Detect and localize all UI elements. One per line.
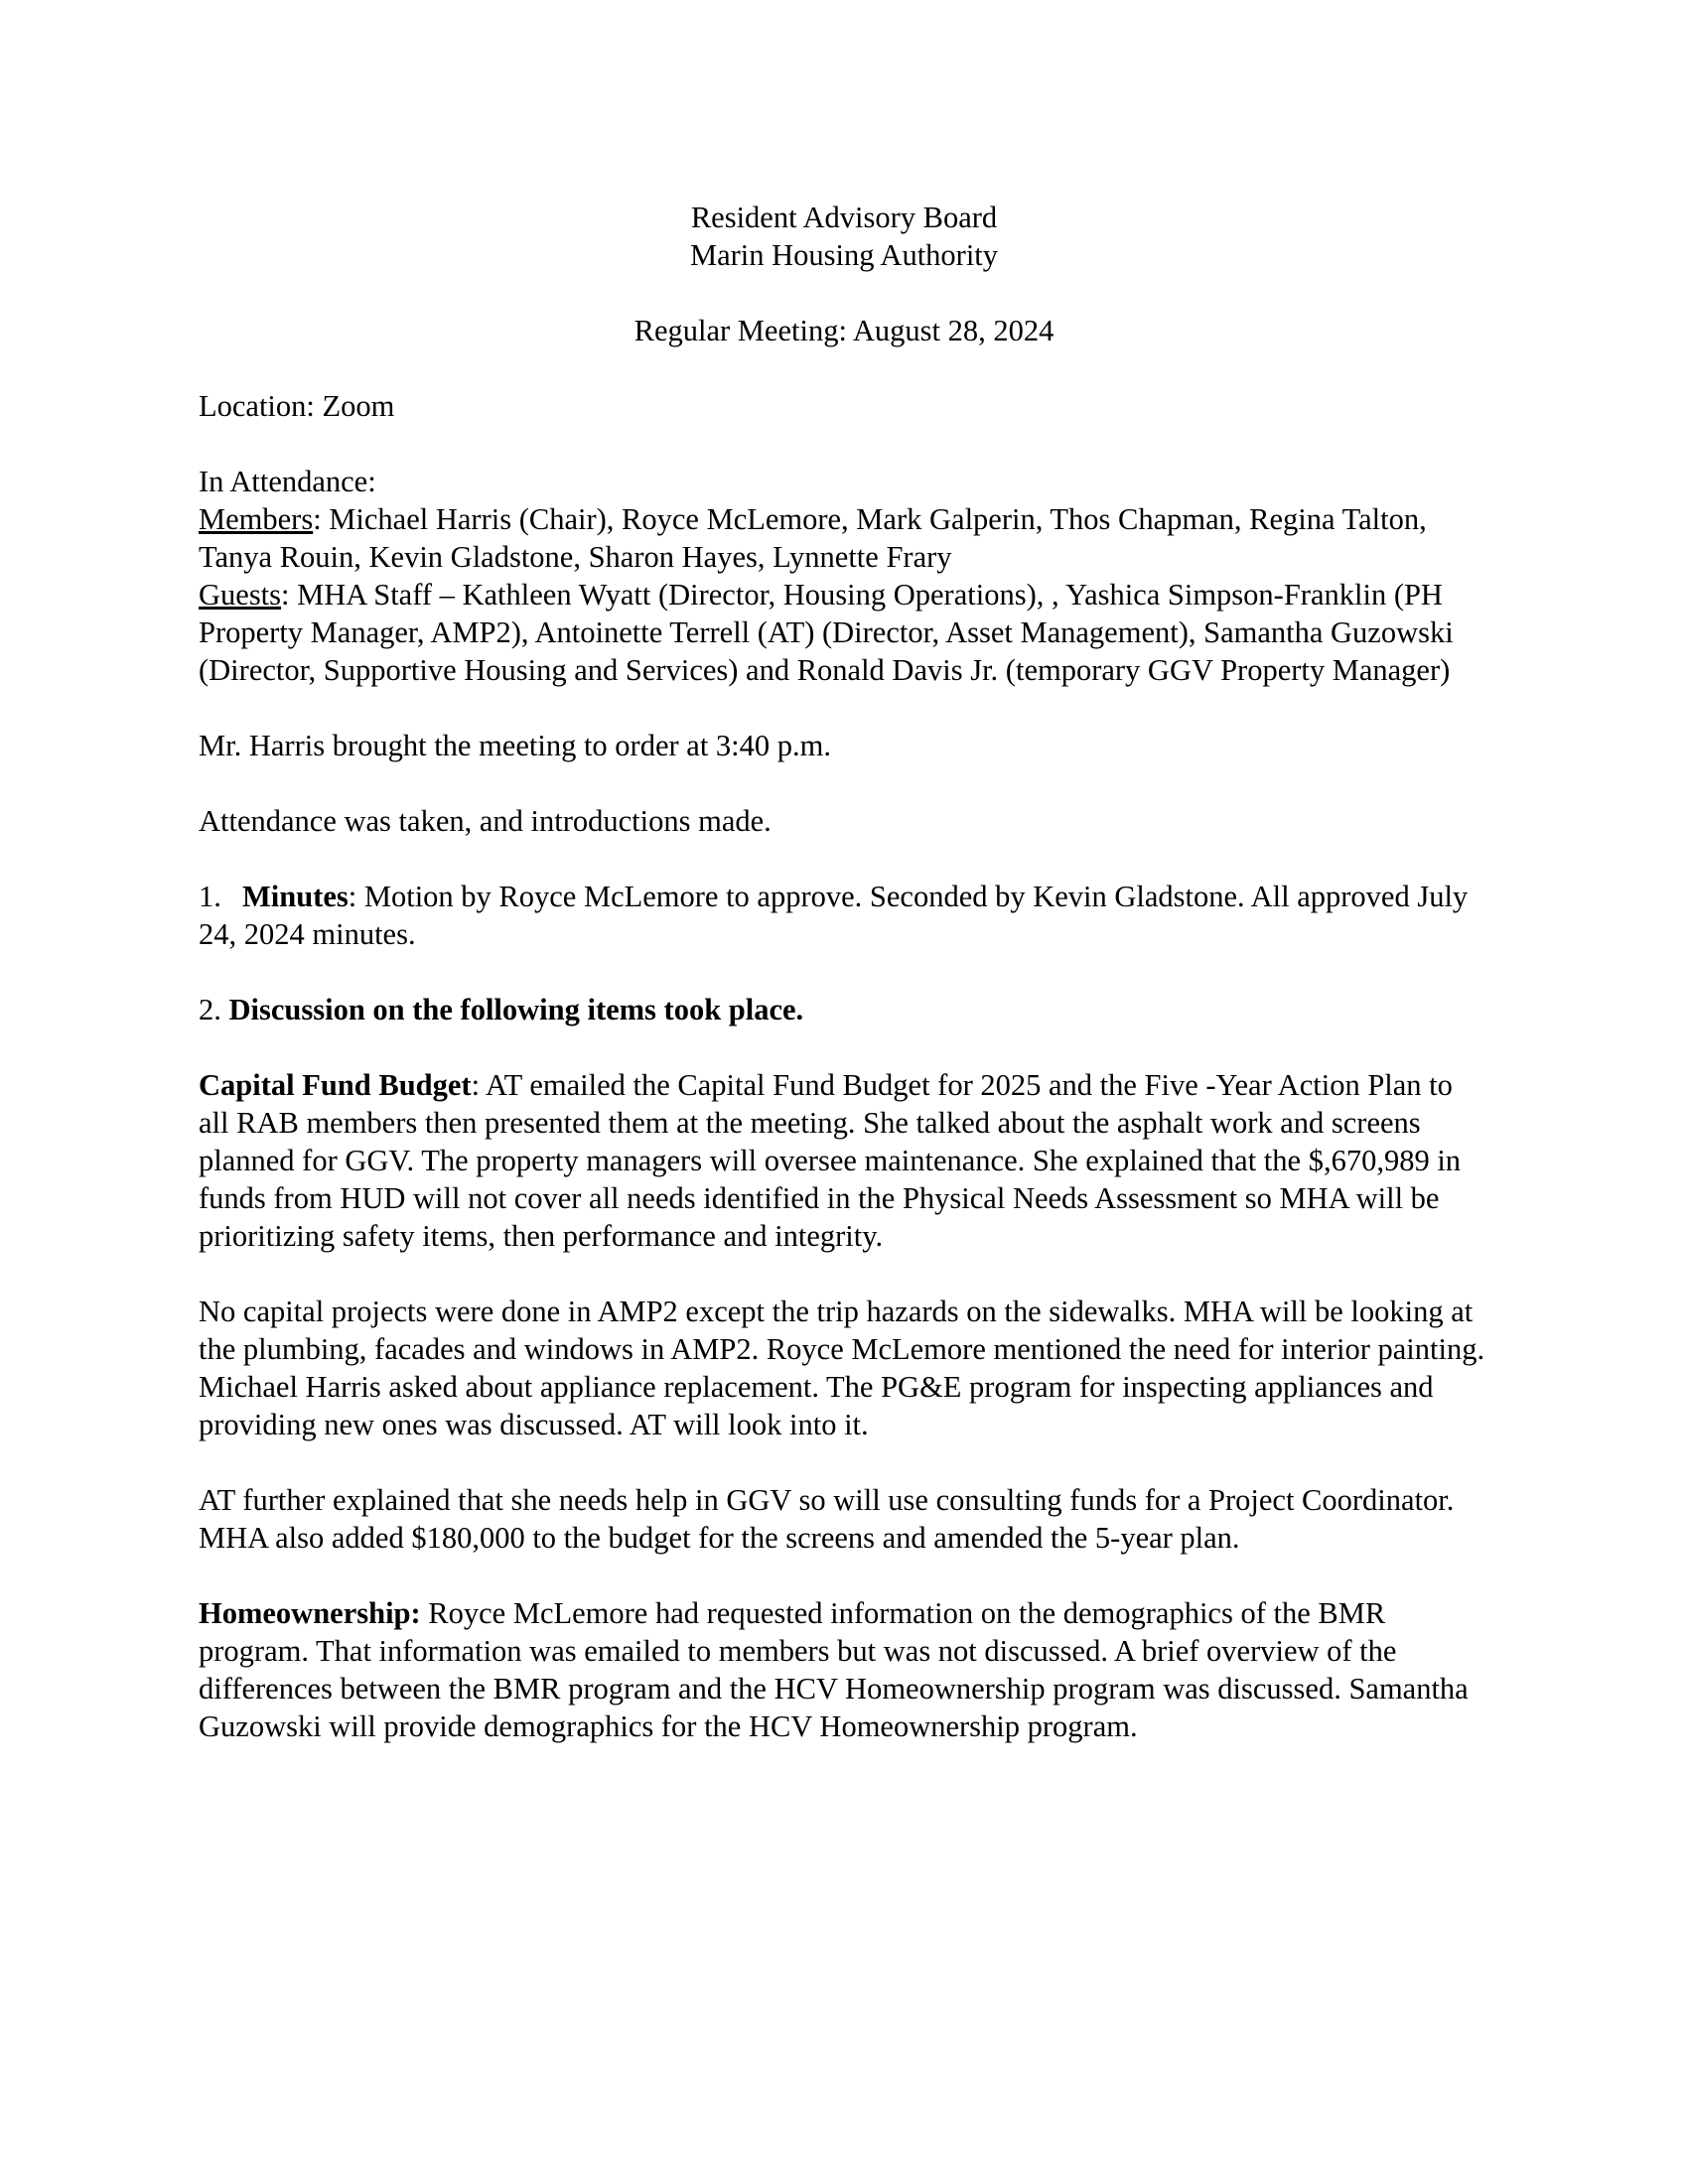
item-discussion-label: Discussion on the following items took place. xyxy=(228,993,804,1026)
board-name: Resident Advisory Board xyxy=(690,201,998,234)
authority-name: Marin Housing Authority xyxy=(689,238,999,272)
homeownership-text: Royce McLemore had requested information on the demographics of the BMR program. That information was emailed to members but was not discussed. A brief overview of the differences between the BMR program and the HCV Homeownership program was discussed. Samantha Guzowski will provide demographics for the HCV Homeownership program. xyxy=(199,1596,1469,1743)
guests-label: Guests xyxy=(199,578,282,612)
members-paragraph xyxy=(199,500,1489,576)
capital-fund-label: Capital Fund Budget xyxy=(199,1068,472,1102)
item-minutes-text: : Motion by Royce McLemore to approve. Seconded by Kevin Gladstone. All approved July 24, 2024 minutes. xyxy=(199,880,1469,951)
homeownership-paragraph xyxy=(199,1594,1489,1745)
document-body xyxy=(199,199,1489,1745)
meeting-date-line: Regular Meeting: August 28, 2024 xyxy=(633,314,1055,347)
attendance-taken: Attendance was taken, and introductions made. xyxy=(199,804,772,838)
attendance-heading: In Attendance: xyxy=(199,465,376,498)
item-minutes-number: 1. xyxy=(199,880,221,913)
capital-projects-paragraph: No capital projects were done in AMP2 except the trip hazards on the sidewalks. MHA will be looking at the plumbing, facades and windows in AMP2. Royce McLemore mentioned the need for interior painting. Michael Harris asked about appliance replacement. The PG&E program for inspecting appliances and providing new ones was discussed. AT will look into it. xyxy=(199,1295,1485,1441)
item-minutes xyxy=(199,878,1489,953)
members-list: : Michael Harris (Chair), Royce McLemore, Mark Galperin, Thos Chapman, Regina Talton, Tanya Rouin, Kevin Gladstone, Sharon Hayes, Lynnette Frary xyxy=(199,502,1427,574)
item-minutes-label: Minutes xyxy=(242,880,349,913)
call-to-order: Mr. Harris brought the meeting to order at 3:40 p.m. xyxy=(199,729,831,762)
guests-list: : MHA Staff – Kathleen Wyatt (Director, Housing Operations), , Yashica Simpson-Franklin (PH Property Manager, AMP2), Antoinette Terrell (AT) (Director, Asset Management), Samantha Guzowski (Director, Supportive Housing and Services) and Ronald Davis Jr. (temporary GGV Property Manager) xyxy=(199,578,1454,687)
guests-paragraph xyxy=(199,576,1489,689)
members-label: Members xyxy=(199,502,314,536)
capital-fund-paragraph xyxy=(199,1066,1489,1255)
project-coordinator-paragraph: AT further explained that she needs help in GGV so will use consulting funds for a Project Coordinator. MHA also added $180,000 to the budget for the screens and amended the 5-year plan. xyxy=(199,1483,1455,1555)
homeownership-label: Homeownership: xyxy=(199,1596,421,1630)
meeting-location: Location: Zoom xyxy=(199,389,395,423)
item-discussion-number: 2. xyxy=(199,993,221,1026)
item-discussion xyxy=(199,991,1489,1028)
capital-fund-text: : AT emailed the Capital Fund Budget for 2025 and the Five -Year Action Plan to all RAB members then presented them at the meeting. She talked about the asphalt work and screens planned for GGV. The property managers will oversee maintenance. She explained that the $,670,989 in funds from HUD will not cover all needs identified in the Physical Needs Assessment so MHA will be prioritizing safety items, then performance and integrity. xyxy=(199,1068,1462,1253)
